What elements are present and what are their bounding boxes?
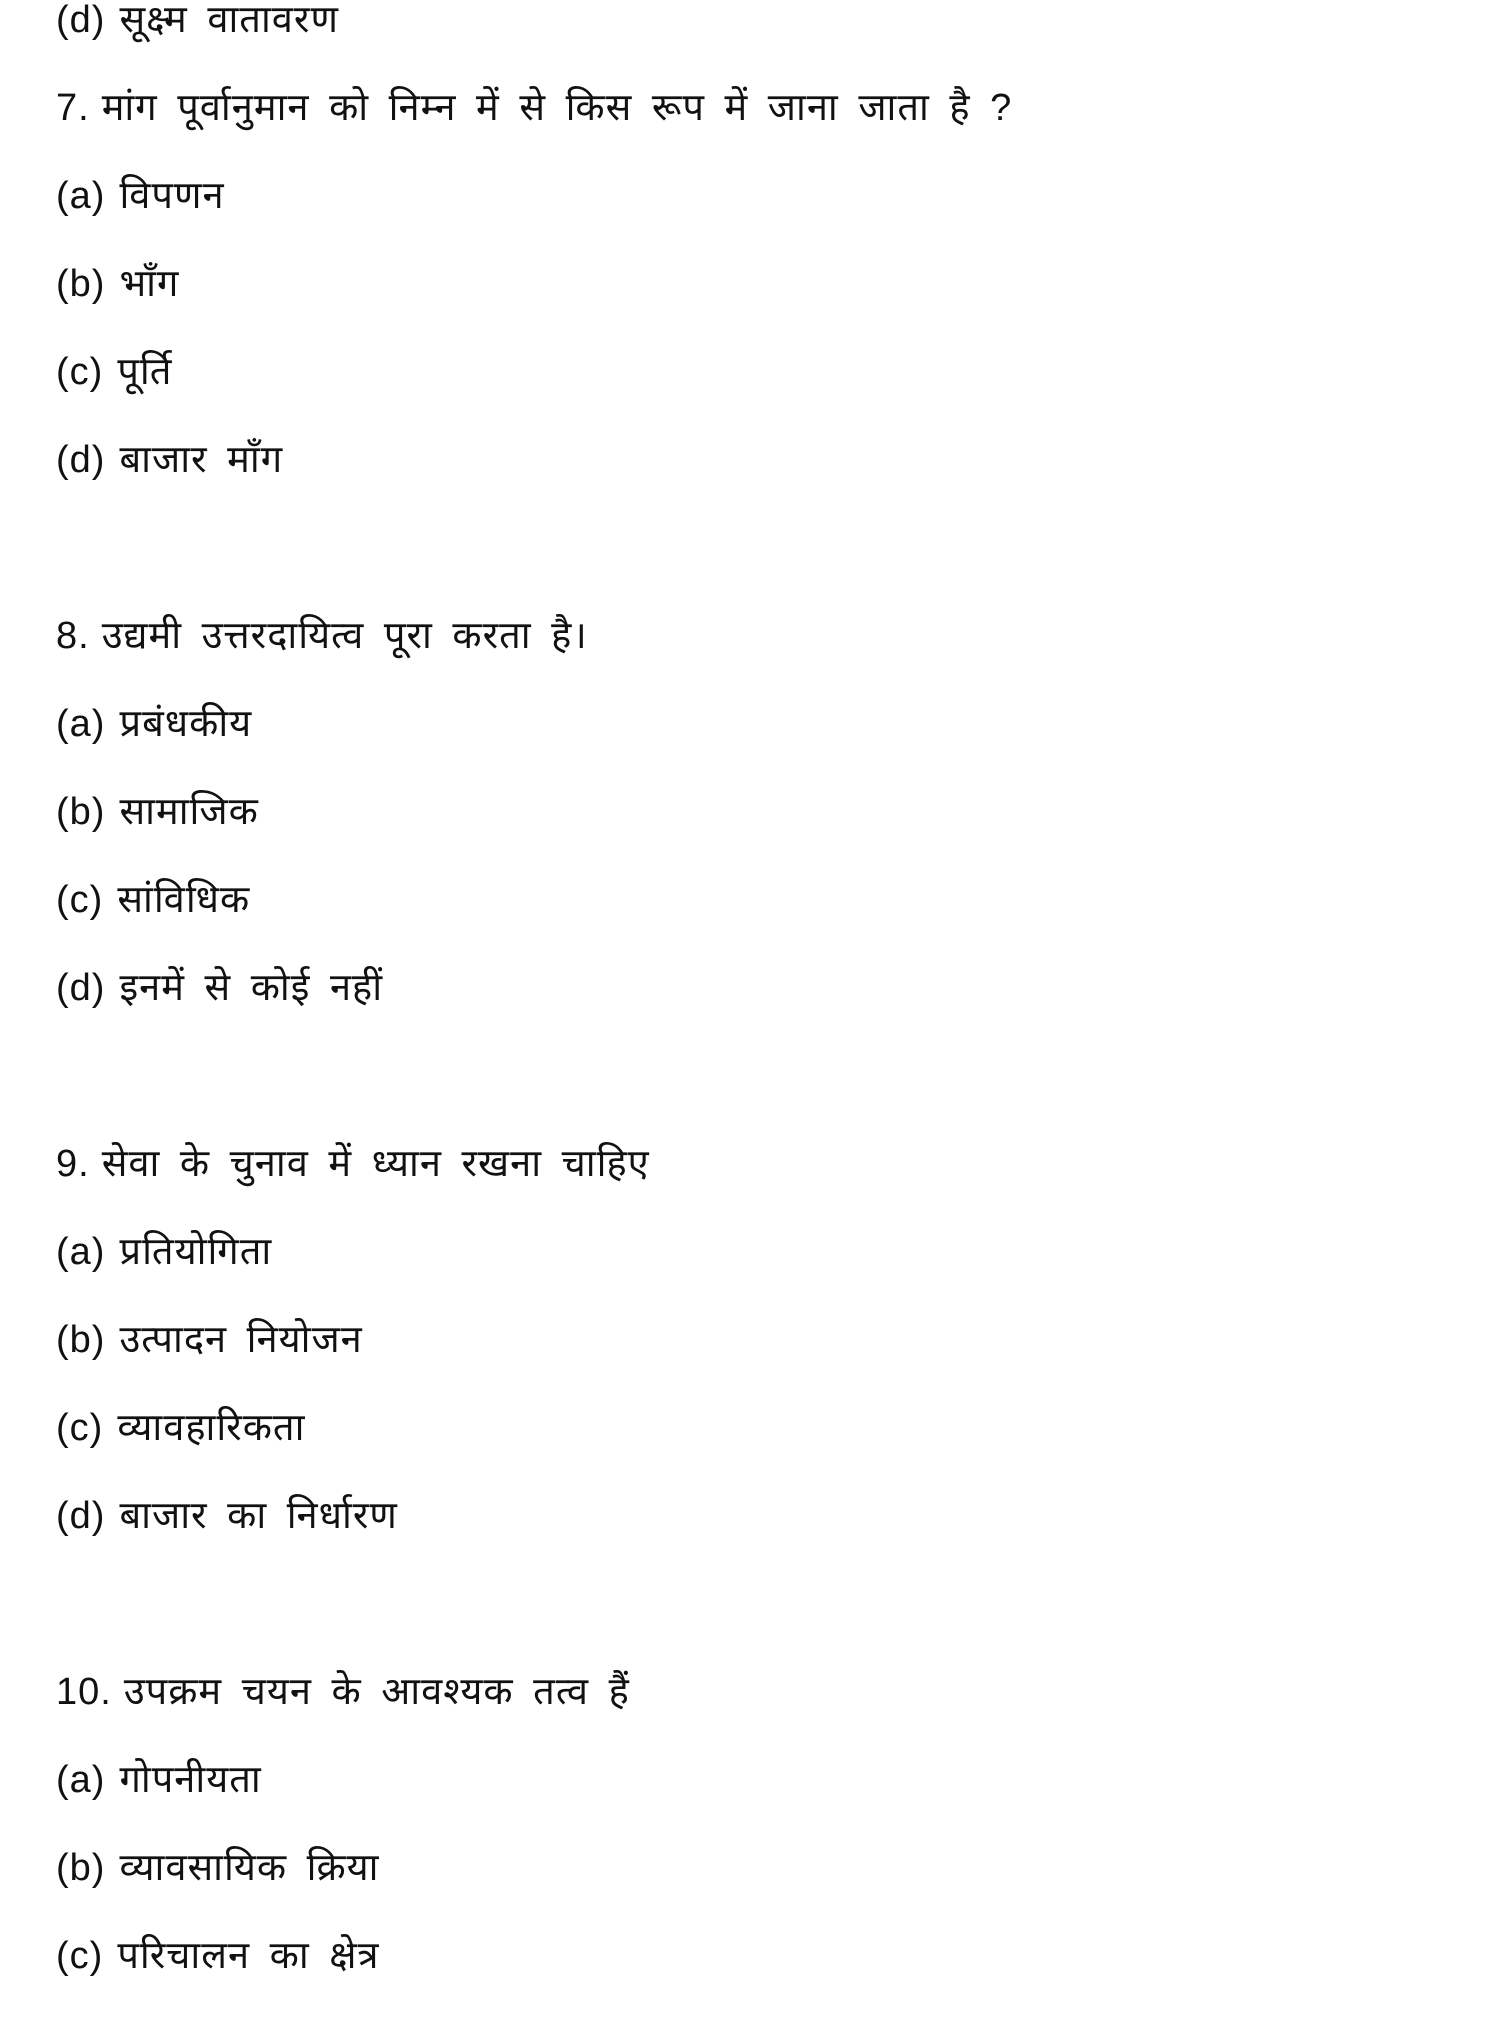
question-8 xyxy=(56,592,1505,1032)
option-line xyxy=(56,0,1505,64)
option-c xyxy=(56,856,1505,944)
question-stem xyxy=(56,64,1505,152)
option-label: (a) xyxy=(56,1759,106,1801)
option-label: (c) xyxy=(56,1935,104,1977)
option-text: प्रबंधकीय xyxy=(119,703,253,745)
question-text: उपक्रम चयन के आवश्यक तत्व हैं xyxy=(123,1671,630,1713)
option-a xyxy=(56,680,1505,768)
question-number: 8. xyxy=(56,615,90,657)
option-d xyxy=(56,944,1505,1032)
option-b xyxy=(56,240,1505,328)
option-d xyxy=(56,416,1505,504)
option-label: (a) xyxy=(56,1231,106,1273)
question-text: मांग पूर्वानुमान को निम्न में से किस रूप में जाना जाता है ? xyxy=(101,87,1013,129)
previous-question-tail xyxy=(56,0,1505,64)
option-text: प्रतियोगिता xyxy=(119,1231,273,1273)
option-label: (c) xyxy=(56,351,104,393)
option-a xyxy=(56,152,1505,240)
question-number: 9. xyxy=(56,1143,90,1185)
question-text: उद्यमी उत्तरदायित्व पूरा करता है। xyxy=(101,615,588,657)
question-number: 7. xyxy=(56,87,90,129)
option-label: (b) xyxy=(56,1847,106,1889)
option-text: सामाजिक xyxy=(119,791,259,833)
option-text: इनमें से कोई नहीं xyxy=(119,967,384,1009)
option-label: (a) xyxy=(56,175,106,217)
question-10 xyxy=(56,1648,1505,2000)
option-b xyxy=(56,768,1505,856)
question-number: 10. xyxy=(56,1671,112,1713)
option-text: भाँग xyxy=(119,263,180,305)
option-text: गोपनीयता xyxy=(119,1759,262,1801)
question-stem xyxy=(56,1120,1505,1208)
option-label: (d) xyxy=(56,967,106,1009)
question-list xyxy=(56,64,1505,2000)
option-text: सांविधिक xyxy=(117,879,251,921)
option-c xyxy=(56,1912,1505,2000)
option-text: उत्पादन नियोजन xyxy=(119,1319,363,1361)
option-a xyxy=(56,1736,1505,1824)
question-page xyxy=(56,0,1505,2000)
option-text: पूर्ति xyxy=(117,351,173,393)
option-label: (d) xyxy=(56,1495,106,1537)
option-label: (a) xyxy=(56,703,106,745)
option-text: सूक्ष्म वातावरण xyxy=(119,0,339,41)
option-c xyxy=(56,1384,1505,1472)
option-text: व्यावसायिक क्रिया xyxy=(119,1847,380,1889)
option-label: (b) xyxy=(56,791,106,833)
option-label: (b) xyxy=(56,263,106,305)
question-7 xyxy=(56,64,1505,504)
option-label: (c) xyxy=(56,879,104,921)
option-c xyxy=(56,328,1505,416)
option-text: व्यावहारिकता xyxy=(117,1407,306,1449)
question-stem xyxy=(56,592,1505,680)
option-label: (c) xyxy=(56,1407,104,1449)
option-text: विपणन xyxy=(119,175,225,217)
option-b xyxy=(56,1824,1505,1912)
question-stem xyxy=(56,1648,1505,1736)
option-b xyxy=(56,1296,1505,1384)
option-label: (d) xyxy=(56,439,106,481)
option-text: बाजार माँग xyxy=(119,439,284,481)
question-text: सेवा के चुनाव में ध्यान रखना चाहिए xyxy=(101,1143,650,1185)
option-label: (b) xyxy=(56,1319,106,1361)
question-9 xyxy=(56,1120,1505,1560)
option-a xyxy=(56,1208,1505,1296)
option-label: (d) xyxy=(56,0,106,41)
option-d xyxy=(56,1472,1505,1560)
option-text: परिचालन का क्षेत्र xyxy=(117,1935,380,1977)
option-text: बाजार का निर्धारण xyxy=(119,1495,398,1537)
